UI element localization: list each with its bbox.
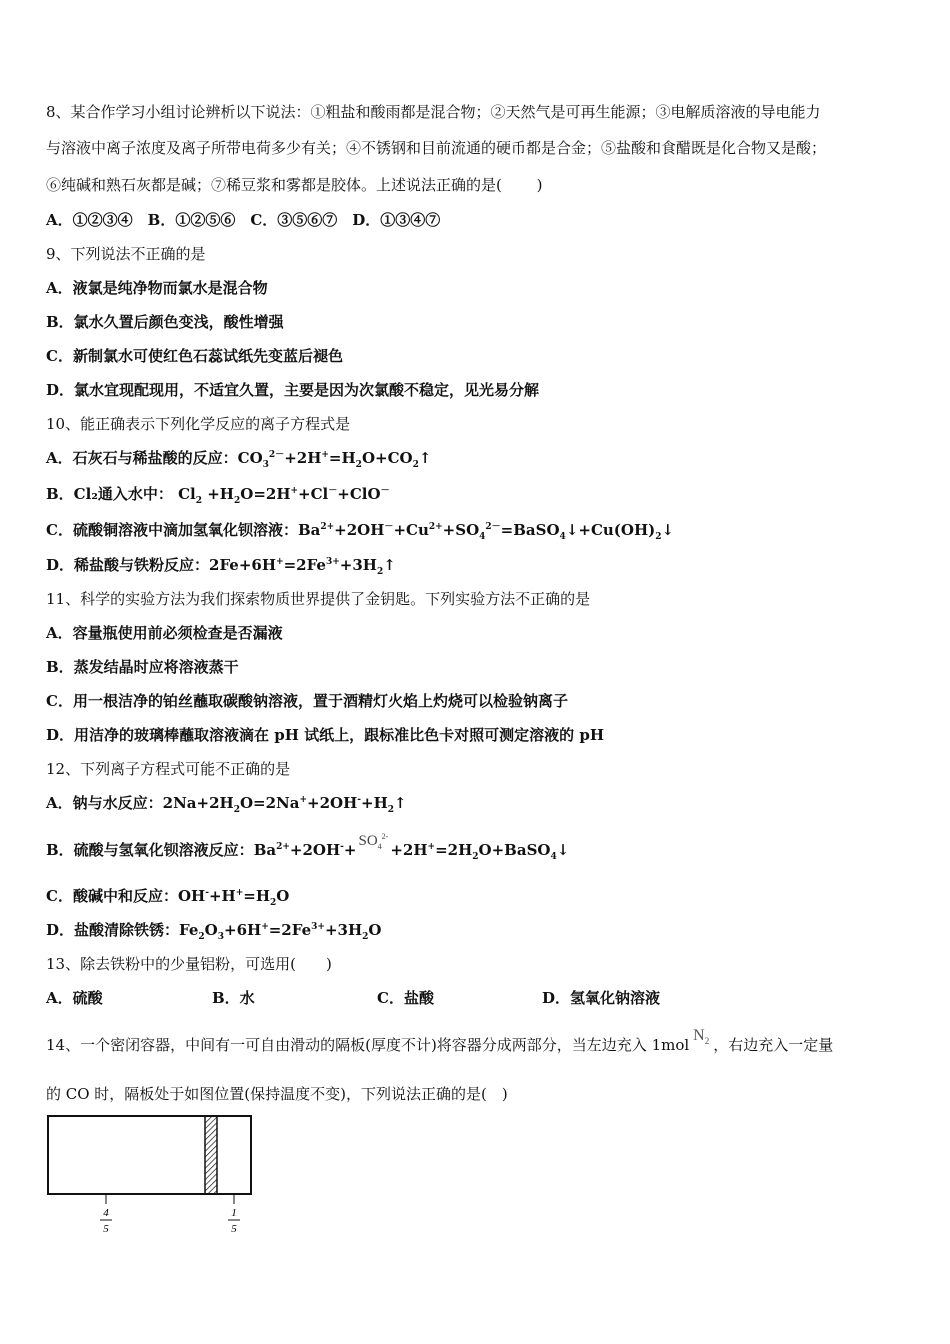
q11-option-c: C．用一根洁净的铂丝蘸取碳酸钠溶液，置于酒精灯火焰上灼烧可以检验钠离子 [46, 692, 568, 710]
q13-stem: 13、除去铁粉中的少量铝粉，可选用( ) [46, 955, 332, 973]
container-diagram [46, 1112, 266, 1242]
q12-option-b: B．硫酸与氢氧化钡溶液反应：$Ba^{2+}+2OH^-+$ $SO_4^{2-}+2H^+=2H_2O+BaSO_4↓$ [46, 832, 570, 862]
q12-option-c: C．酸碱中和反应：$OH^-+H^+=H_2O$ [46, 887, 290, 908]
q12-stem: 12、下列离子方程式可能不正确的是 [46, 760, 291, 778]
q13-option-a: A．硫酸 [46, 989, 103, 1007]
q9-option-b: B．氯水久置后颜色变浅，酸性增强 [46, 313, 284, 331]
q9-stem: 9、下列说法不正确的是 [46, 245, 206, 263]
q10-stem: 10、能正确表示下列化学反应的离子方程式是 [46, 415, 351, 433]
container-box [48, 1116, 251, 1194]
q14-line-1: 14、一个密闭容器，中间有一可自由滑动的隔板(厚度不计)将容器分成两部分，当左边充入 1molN$_2$ ，右边充入一定量 [46, 1027, 834, 1054]
left-fraction-label [100, 1207, 112, 1235]
q8-options: A．①②③④ B．①②⑤⑥ C．③⑤⑥⑦ D．①③④⑦ [46, 211, 441, 229]
q12-option-d: D．盐酸清除铁锈：$Fe_2O_3+6H^+=2Fe^{3+}+3H_2O$ [46, 921, 382, 942]
q10-option-c: C．硫酸铜溶液中滴加氢氧化钡溶液：$Ba^{2+}+2OH^-+Cu^{2+}+SO_4^{2-}=BaSO_4↓+Cu(OH)_2↓$ [46, 521, 675, 542]
n2-formula: $N_2$ [693, 1027, 710, 1047]
q13-option-c: C．盐酸 [377, 989, 434, 1007]
q13-option-d: D．氢氧化钠溶液 [542, 989, 661, 1007]
q8-line-1: 8、某合作学习小组讨论辨析以下说法：①粗盐和酸雨都是混合物；②天然气是可再生能源；③电解质溶液的导电能力 [46, 103, 821, 121]
q13-option-b: B．水 [212, 989, 255, 1007]
q10-option-a: A．石灰石与稀盐酸的反应：$CO_3^{2-}+2H^+=H_2O+CO_2↑$ [46, 449, 432, 470]
sliding-partition [205, 1116, 217, 1194]
svg-text:4: 4 [103, 1207, 109, 1219]
sulfate-formula: $SO_4^{2-}$ [358, 832, 389, 851]
svg-text:1: 1 [231, 1207, 237, 1219]
q10-option-b: B．Cl₂通入水中： $Cl_2 +H_2O=2H^++Cl^-+ClO^-$ [46, 485, 390, 506]
svg-text:5: 5 [103, 1223, 109, 1235]
q9-option-c: C．新制氯水可使红色石蕊试纸先变蓝后褪色 [46, 347, 343, 365]
q10-option-d: D．稀盐酸与铁粉反应：$2Fe+6H^+=2Fe^{3+}+3H_2↑$ [46, 556, 396, 577]
q9-option-d: D．氯水宜现配现用，不适宜久置，主要是因为次氯酸不稳定，见光易分解 [46, 381, 540, 399]
q8-line-2: 与溶液中离子浓度及离子所带电荷多少有关；④不锈钢和目前流通的硬币都是合金；⑤盐酸和食醋既是化合物又是酸； [46, 139, 827, 157]
q14-line-2: 的 CO 时，隔板处于如图位置(保持温度不变)，下列说法正确的是( ) [46, 1085, 508, 1103]
q9-option-a: A．液氯是纯净物而氯水是混合物 [46, 279, 268, 297]
q11-option-a: A．容量瓶使用前必须检查是否漏液 [46, 624, 283, 642]
right-fraction-label [228, 1207, 240, 1235]
q11-stem: 11、科学的实验方法为我们探索物质世界提供了金钥匙。下列实验方法不正确的是 [46, 590, 591, 608]
q12-option-a: A．钠与水反应：$2Na+2H_2O=2Na^++2OH^-+H_2↑$ [46, 794, 407, 815]
svg-text:5: 5 [231, 1223, 237, 1235]
q11-option-d: D．用洁净的玻璃棒蘸取溶液滴在 pH 试纸上，跟标准比色卡对照可测定溶液的 pH [46, 726, 604, 744]
q11-option-b: B．蒸发结晶时应将溶液蒸干 [46, 658, 239, 676]
q8-line-3: ⑥纯碱和熟石灰都是碱；⑦稀豆浆和雾都是胶体。上述说法正确的是( ) [46, 176, 543, 194]
